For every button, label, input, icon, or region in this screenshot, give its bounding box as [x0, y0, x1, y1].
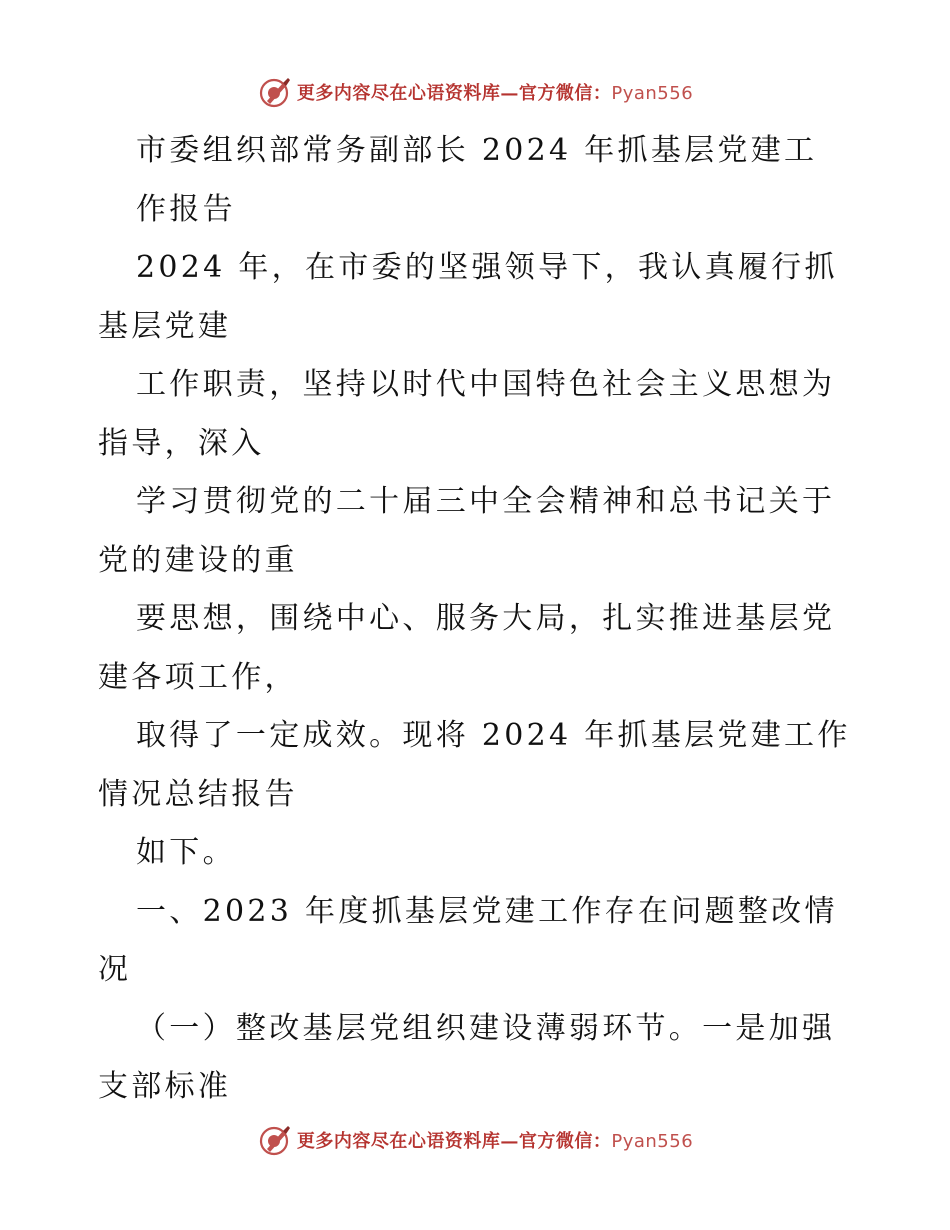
document-line: 基层党建 [98, 308, 232, 344]
document-line: 学习贯彻党的二十届三中全会精神和总书记关于 [136, 484, 836, 519]
document-line: 情况总结报告 [98, 776, 298, 812]
document-line: 如下。 [136, 835, 236, 870]
document-line: 一、2023 年度抓基层党建工作存在问题整改情 [136, 893, 838, 929]
document-line: 建各项工作， [98, 659, 298, 695]
header-watermark-banner [0, 72, 950, 112]
document-line: 支部标准 [98, 1069, 232, 1104]
document-line: 要思想，围绕中心、服务大局，扎实推进基层党 [136, 601, 836, 636]
wechat-handle: Pyan556 [611, 1131, 694, 1152]
pen-logo-icon [257, 1123, 291, 1157]
document-line: 2024 年，在市委的坚强领导下，我认真履行抓 [136, 250, 838, 285]
banner-text: 更多内容尽在心语资料库—官方微信：Pyan556 [296, 83, 694, 104]
document-line: 作报告 [136, 191, 236, 227]
document-line: 况 [98, 952, 132, 987]
footer-watermark-banner [0, 1120, 950, 1160]
document-line: 取得了一定成效。现将 2024 年抓基层党建工作 [136, 718, 851, 753]
document-line: 市委组织部常务副部长 2024 年抓基层党建工 [136, 133, 818, 168]
document-line: 指导，深入 [98, 425, 265, 461]
pen-logo-icon [257, 75, 291, 109]
banner-text: 更多内容尽在心语资料库—官方微信：Pyan556 [296, 1131, 694, 1152]
document-line: （一）整改基层党组织建设薄弱环节。一是加强 [136, 1010, 836, 1046]
document-line: 党的建设的重 [98, 542, 298, 578]
document-body [98, 122, 858, 1117]
wechat-handle: Pyan556 [611, 83, 694, 104]
document-line: 工作职责，坚持以时代中国特色社会主义思想为 [136, 367, 836, 402]
